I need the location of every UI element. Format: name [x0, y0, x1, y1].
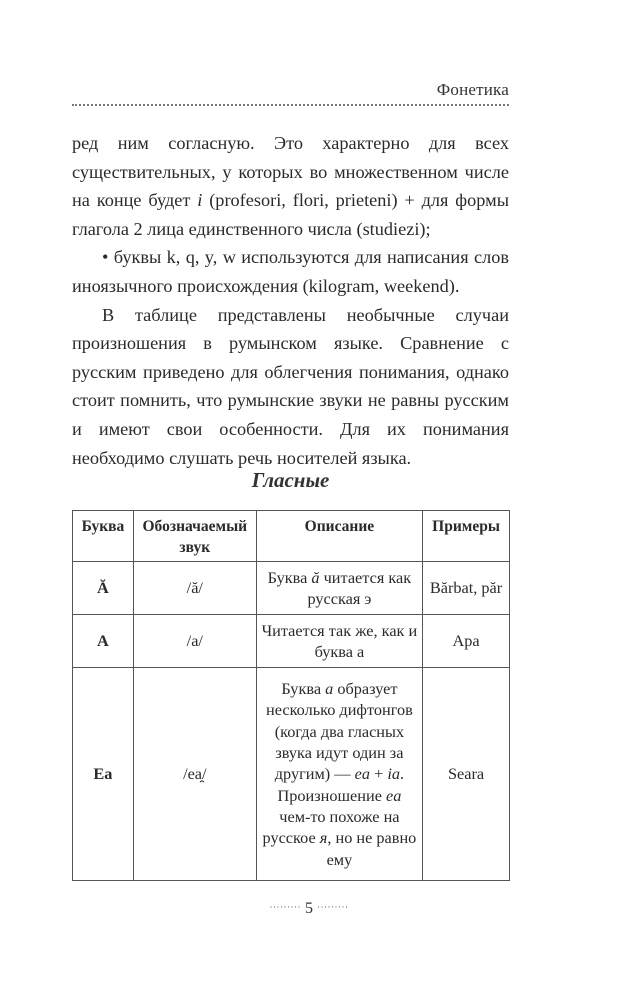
description-text: Буква [267, 567, 312, 587]
page-number [247, 900, 371, 918]
vowels-table [72, 510, 510, 881]
description-text: Буква [281, 679, 326, 699]
cell-examples: Seara [423, 668, 510, 881]
cell-letter: A [73, 615, 134, 668]
cell-description [256, 615, 422, 668]
cell-description [256, 562, 422, 615]
header-sound: Обозначаемый звук [133, 511, 256, 562]
description-text: чем-то похоже на русское [262, 806, 400, 848]
cell-sound: /ă/ [133, 562, 256, 615]
description-text: , но не равно ему [326, 828, 417, 869]
header-examples: Примеры [423, 511, 510, 562]
description-italic: ea [354, 764, 371, 784]
body-text [72, 129, 509, 472]
table-row [73, 562, 510, 615]
cell-letter: Ea [73, 668, 134, 881]
paragraph-1-text: ред ним согласную. Это характерно для всех существительных, у которых во множественном числе на конце будет [72, 133, 509, 211]
cell-letter: Ă [73, 562, 134, 615]
bullet-item: • буквы k, q, y, w используются для написания слов иноязычного происхождения (kilogram, weekend). [72, 247, 509, 296]
paragraph-1-italic: i [197, 190, 203, 211]
header-dotted-rule [72, 104, 509, 106]
description-italic: a [325, 679, 334, 699]
description-text: Читается так же, как и буква а [261, 620, 418, 661]
cell-description [256, 668, 422, 881]
cell-examples: Bărbat, păr [423, 562, 510, 615]
running-head: Фонетика [436, 80, 509, 99]
paragraph-1-tail: (profesori, flori, prieteni) + для формы глагола 2 лица единственного числа (studiezi); [72, 190, 509, 239]
header-description: Описание [256, 511, 422, 562]
cell-examples: Apa [423, 615, 510, 668]
paragraph-continuation [72, 129, 509, 243]
description-italic: ea [386, 785, 402, 805]
paragraph-2: В таблице представлены необычные случаи произношения в румынском языке. Сравнение с русским приведено для облегчения понимания, однако стоит помнить, что румынские звуки не равны русским и имеют свои особенности. Для их понимания необходимо слушать речь носителей языка. [72, 304, 509, 468]
page-number-value: 5 [305, 900, 313, 917]
dots-right: ········· [317, 902, 349, 912]
dots-left: ········· [269, 902, 301, 912]
description-text: + [370, 764, 388, 784]
description-italic: ă [311, 567, 320, 587]
header-letter: Буква [73, 511, 134, 562]
table-title: Гласные [251, 468, 330, 492]
cell-sound: /ea̯/ [133, 668, 256, 881]
cell-sound: /a/ [133, 615, 256, 668]
table-row [73, 668, 510, 881]
description-text: образует несколько дифтонгов (когда два гласных звука идут один за другим) — [266, 679, 413, 784]
description-text: . Произношение [277, 764, 405, 805]
table-header-row [73, 511, 510, 562]
table-row [73, 615, 510, 668]
description-text: читается как русская э [307, 567, 412, 608]
description-italic: я [319, 828, 328, 848]
description-italic: ia [387, 764, 401, 784]
